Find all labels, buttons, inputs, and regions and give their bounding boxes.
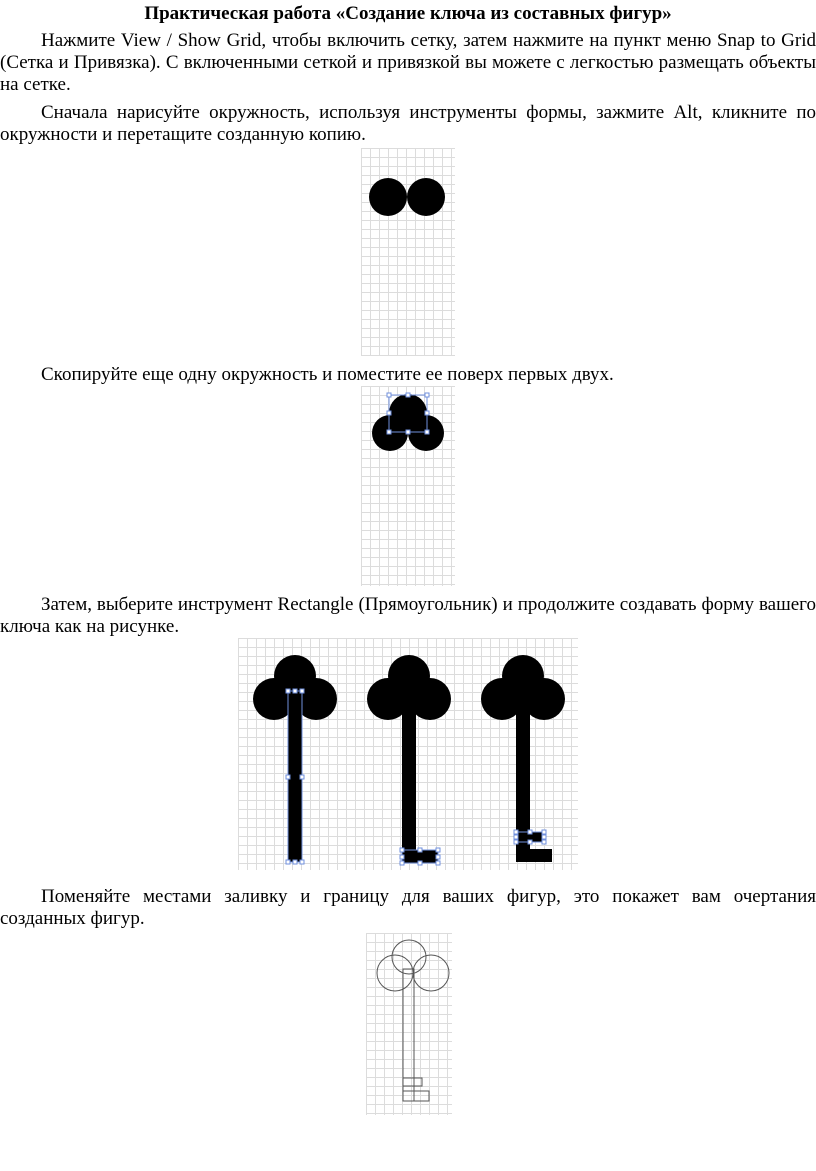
paragraph-4: Затем, выберите инструмент Rectangle (Прямоугольник) и продолжите создавать форму вашего ключа как на рисунке. (0, 594, 816, 637)
figure-two-circles-svg (361, 148, 455, 356)
circle-right (407, 178, 445, 216)
key-outline (377, 940, 449, 1101)
figure-two-circles (361, 148, 455, 356)
circle-left (369, 178, 407, 216)
paragraph-5: Поменяйте местами заливку и границу для ваших фигур, это покажет вам очертания созданных фигур. (0, 886, 816, 929)
figure-key-outline-svg (366, 933, 452, 1115)
paragraph-3: Скопируйте еще одну окружность и поместите ее поверх первых двух. (41, 364, 614, 385)
page-title: Практическая работа «Создание ключа из составных фигур» (144, 3, 672, 24)
key-stage-2 (367, 655, 451, 863)
figure-key-outline (366, 933, 452, 1115)
circle-top (389, 394, 427, 432)
key-stage-1 (253, 655, 337, 862)
figure-three-circles (361, 386, 455, 586)
key-stage-3 (481, 655, 565, 862)
paragraph-2: Сначала нарисуйте окружность, используя инструменты формы, зажмите Alt, кликните по окружности и перетащите созданную копию. (0, 102, 816, 145)
figure-key-stages (238, 638, 578, 870)
figure-three-circles-svg (361, 386, 455, 586)
paragraph-1: Нажмите View / Show Grid, чтобы включить сетку, затем нажмите на пункт меню Snap to Grid (Сетка и Привязка). С включенными сеткой и привязкой вы можете с легкостью размещать объекты на сетке. (0, 30, 816, 95)
figure-key-stages-svg (238, 638, 578, 870)
